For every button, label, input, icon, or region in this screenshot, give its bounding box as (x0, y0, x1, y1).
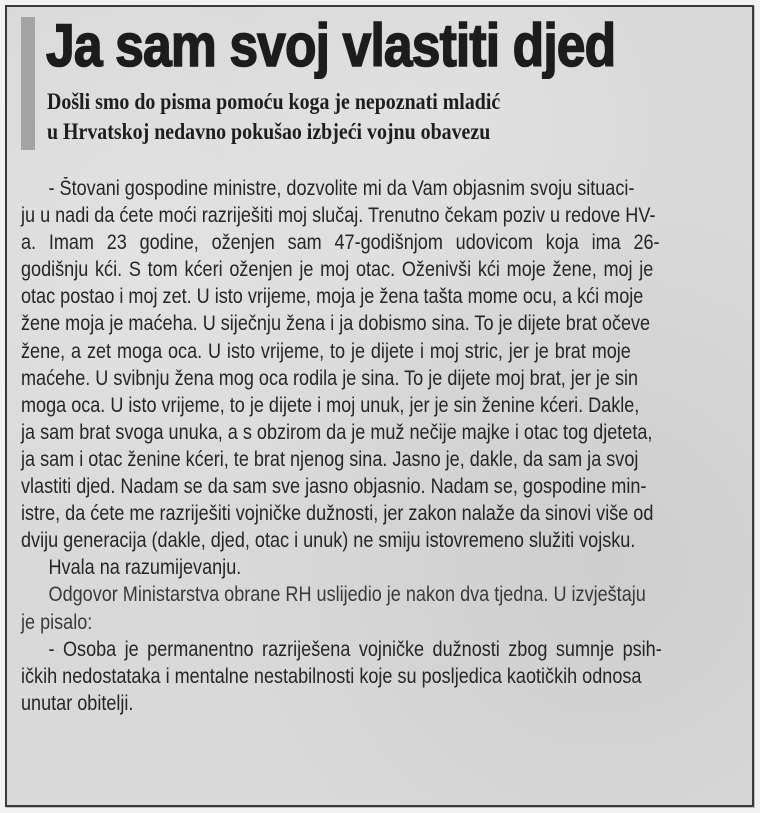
letter-line: žene, a zet moga oca. U isto vrijeme, to je dijete i moj stric, jer je brat moje (21, 339, 631, 363)
subheadline-line: u Hrvatskoj nedavno pokušao izbjeći vojnu obavezu (47, 119, 491, 144)
newspaper-clipping (5, 5, 754, 807)
article-body (21, 175, 741, 717)
letter-line: - Štovani gospodine ministre, dozvolite mi da Vam objasnim svoju situaci- (48, 177, 635, 200)
response-line: Odgovor Ministarstva obrane RH uslijedio je nakon dva tjedna. U izvještaju (48, 583, 646, 607)
letter-line: vlastiti djed. Nadam se da sam sve jasno objasnio. Nadam se, gospodine min- (21, 475, 647, 499)
letter-line: godišnju kći. S tom kćeri oženjen je moj otac. Oženivši kći moje žene, moj je (21, 258, 654, 282)
ministry-reply (21, 636, 741, 717)
ministry-response-intro (21, 581, 741, 635)
letter-closing: Hvala na razumijevanju. (48, 556, 242, 580)
letter-line: maćehe. U svibnju žena mog oca rodila je sina. To je dijete moj brat, jer je sin (21, 366, 639, 390)
letter-line: dviju generacija (dakle, djed, otac i unuk) ne smiju istovremeno služiti vojsku. (21, 529, 636, 553)
letter-line: otac postao i moj zet. U isto vrijeme, moja je žena tašta mome ocu, a kći moje (21, 285, 644, 309)
letter-line: ja sam i otac ženine kćeri, te brat njenog sina. Jasno je, dakle, da sam ja svoj (21, 447, 639, 471)
letter-line: istre, da ćete me razriješiti vojničke dužnosti, jer zakon nalaže da sinovi više od (21, 502, 654, 526)
letter-line: ja sam brat svoga unuka, a s obzirom da je muž nečije majke i otac tog djeteta, (21, 420, 653, 444)
letter-line: moga oca. U isto vrijeme, to je dijete i moj unuk, jer je sin ženine kćeri. Dakle, (21, 393, 640, 417)
response-line: je pisalo: (21, 610, 93, 634)
headline: Ja sam svoj vlastiti djed (46, 12, 616, 79)
subheadline-line: Došli smo do pisma pomoću koga je nepoznati mladić (47, 89, 501, 114)
reply-line: ičkih nedostataka i mentalne nestabilnosti koje su posljedica kaotičkih odnosa (21, 664, 642, 688)
letter (21, 175, 741, 581)
letter-line: ju u nadi da ćete moći razriješiti moj slučaj. Trenutno čekam poziv u redove HV- (21, 204, 656, 228)
letter-line: žene moja je maćeha. U siječnju žena i ja dobismo sina. To je dijete brat očeve (21, 312, 651, 336)
letter-line: a. Imam 23 godine, oženjen sam 47-godišnjom udovicom koja ima 26- (21, 231, 660, 255)
reply-line: unutar obitelji. (21, 691, 134, 715)
subheadline (47, 87, 739, 147)
decorative-side-bar (21, 17, 35, 150)
reply-line: - Osoba je permanentno razriješena vojničke dužnosti zbog sumnje psih- (48, 637, 662, 661)
